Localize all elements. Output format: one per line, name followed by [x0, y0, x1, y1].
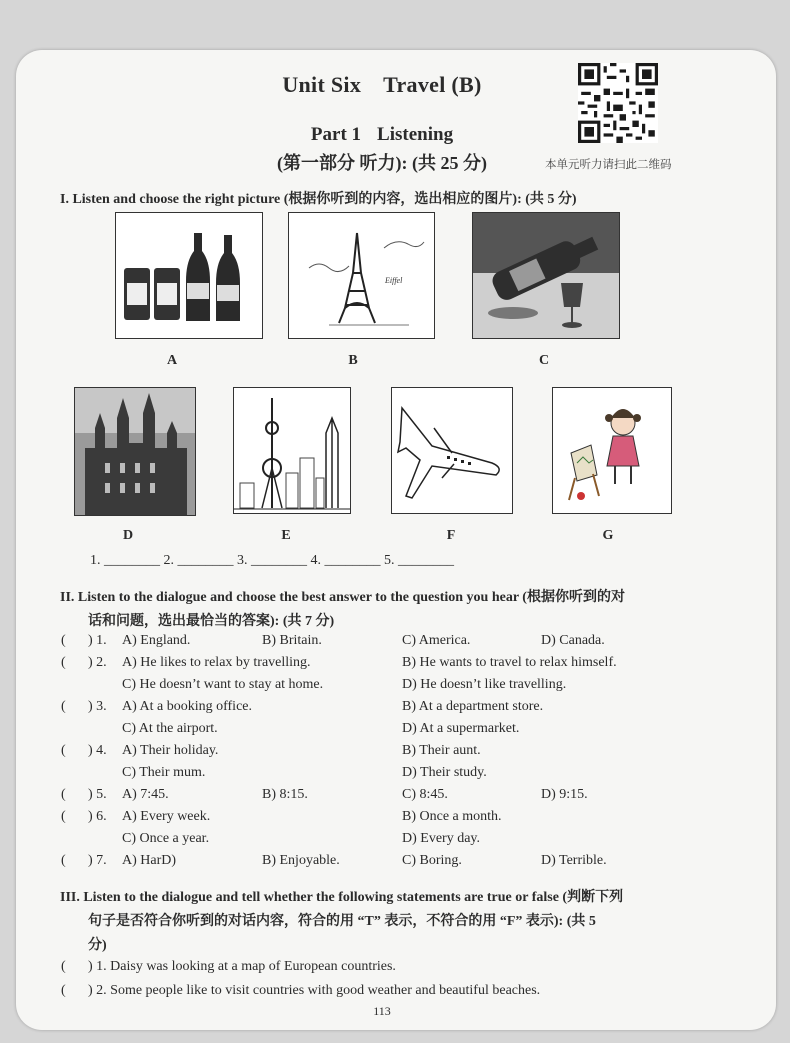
option-b: B) Once a month. — [402, 809, 502, 824]
option-d: D) Their study. — [402, 765, 487, 780]
statement-1: ) 1. Daisy was looking at a map of European countries. — [88, 959, 396, 974]
section-1-heading-en: I. Listen and choose the right picture — [60, 192, 281, 207]
section-2-heading-cn2: 话和问题，选出最恰当的答案): (共 7 分) — [88, 614, 335, 629]
option-d: D) 9:15. — [541, 787, 588, 802]
section-1-heading — [60, 188, 577, 208]
section-3-heading-cn2: 句子是否符合你听到的对话内容，符合的用 “T” 表示，不符合的用 “F” 表示): (共 5 — [88, 914, 596, 929]
option-d: D) Canada. — [541, 633, 605, 648]
option-a: A) He likes to relax by travelling. — [122, 655, 311, 670]
answer-paren[interactable]: ( — [61, 655, 66, 670]
part-label: Part 1 — [310, 124, 362, 145]
question-number: ) 1. — [88, 633, 107, 648]
section-3-heading-en: III. Listen to the dialogue and tell whether the following statements are true or false — [60, 890, 559, 905]
eiffel-caption: Eiffel — [385, 276, 403, 285]
option-a: A) 7:45. — [122, 787, 169, 802]
section-2-heading-en: II. Listen to the dialogue and choose the best answer to the question you hear — [60, 590, 519, 605]
question-number: ) 3. — [88, 699, 107, 714]
option-a: A) HarD) — [122, 853, 177, 868]
unit-topic: Travel (B) — [383, 72, 482, 97]
picture-d-label: D — [122, 528, 134, 543]
option-c: C) Boring. — [402, 853, 462, 868]
option-a: A) England. — [122, 633, 191, 648]
option-a: A) Their holiday. — [122, 743, 219, 758]
option-b: B) Enjoyable. — [262, 853, 340, 868]
answer-paren[interactable]: ( — [61, 633, 66, 648]
airplane-icon[interactable] — [391, 387, 513, 514]
picture-g-label: G — [602, 528, 614, 543]
cola-bottles-icon[interactable] — [115, 212, 263, 339]
picture-b-label: B — [348, 353, 358, 368]
option-c: C) 8:45. — [402, 787, 448, 802]
option-b: B) Their aunt. — [402, 743, 481, 758]
eiffel-tower-icon[interactable] — [288, 212, 435, 339]
option-b: B) At a department store. — [402, 699, 544, 714]
option-b: B) Britain. — [262, 633, 322, 648]
part-subtitle-cn: (第一部分 听力): (共 25 分) — [277, 153, 487, 173]
qr-caption: 本单元听力请扫此二维码 — [545, 157, 672, 171]
tv-tower-skyline-icon[interactable] — [233, 387, 351, 514]
option-c: C) He doesn’t want to stay at home. — [122, 677, 324, 692]
question-number: ) 2. — [88, 655, 107, 670]
wine-bottle-icon[interactable] — [472, 212, 620, 339]
option-d: D) Every day. — [402, 831, 481, 846]
question-number: ) 7. — [88, 853, 107, 868]
option-d: D) At a supermarket. — [402, 721, 520, 736]
answer-paren[interactable]: ( — [61, 959, 66, 974]
question-number: ) 5. — [88, 787, 107, 802]
section-1-answer-line[interactable]: 1. ________ 2. ________ 3. ________ 4. ________ 5. ________ — [90, 553, 454, 568]
section-3-heading-cn3: 分) — [88, 938, 107, 953]
page-number: 113 — [373, 1004, 391, 1018]
option-c: C) America. — [402, 633, 471, 648]
unit-label: Unit Six — [282, 72, 362, 97]
section-3-heading-cn1: (判断下列 — [562, 890, 624, 905]
question-number: ) 6. — [88, 809, 107, 824]
picture-a-label: A — [166, 353, 178, 368]
section-2-heading-cn1: (根据你听到的对 — [522, 590, 625, 605]
part-topic: Listening — [377, 124, 454, 145]
option-c: C) Once a year. — [122, 831, 210, 846]
qr-code-icon[interactable] — [578, 63, 658, 143]
option-c: C) Their mum. — [122, 765, 206, 780]
section-1-heading-cn: (根据你听到的内容，选出相应的图片): (共 5 分) — [283, 192, 577, 207]
option-b: B) 8:15. — [262, 787, 308, 802]
castle-icon[interactable] — [74, 387, 196, 516]
section-3-heading — [60, 886, 720, 906]
answer-paren[interactable]: ( — [61, 983, 66, 998]
option-a: A) Every week. — [122, 809, 211, 824]
picture-f-label: F — [446, 528, 456, 543]
answer-paren[interactable]: ( — [61, 699, 66, 714]
option-b: B) He wants to travel to relax himself. — [402, 655, 617, 670]
answer-paren[interactable]: ( — [61, 809, 66, 824]
option-a: A) At a booking office. — [122, 699, 252, 714]
answer-paren[interactable]: ( — [61, 853, 66, 868]
option-d: D) Terrible. — [541, 853, 607, 868]
picture-e-label: E — [281, 528, 291, 543]
answer-paren[interactable]: ( — [61, 787, 66, 802]
question-number: ) 4. — [88, 743, 107, 758]
option-c: C) At the airport. — [122, 721, 218, 736]
option-d: D) He doesn’t like travelling. — [402, 677, 567, 692]
girl-painting-icon[interactable] — [552, 387, 672, 514]
answer-paren[interactable]: ( — [61, 743, 66, 758]
statement-2: ) 2. Some people like to visit countries with good weather and beautiful beaches. — [88, 983, 541, 998]
picture-c-label: C — [538, 353, 550, 368]
section-2-heading — [60, 586, 720, 606]
